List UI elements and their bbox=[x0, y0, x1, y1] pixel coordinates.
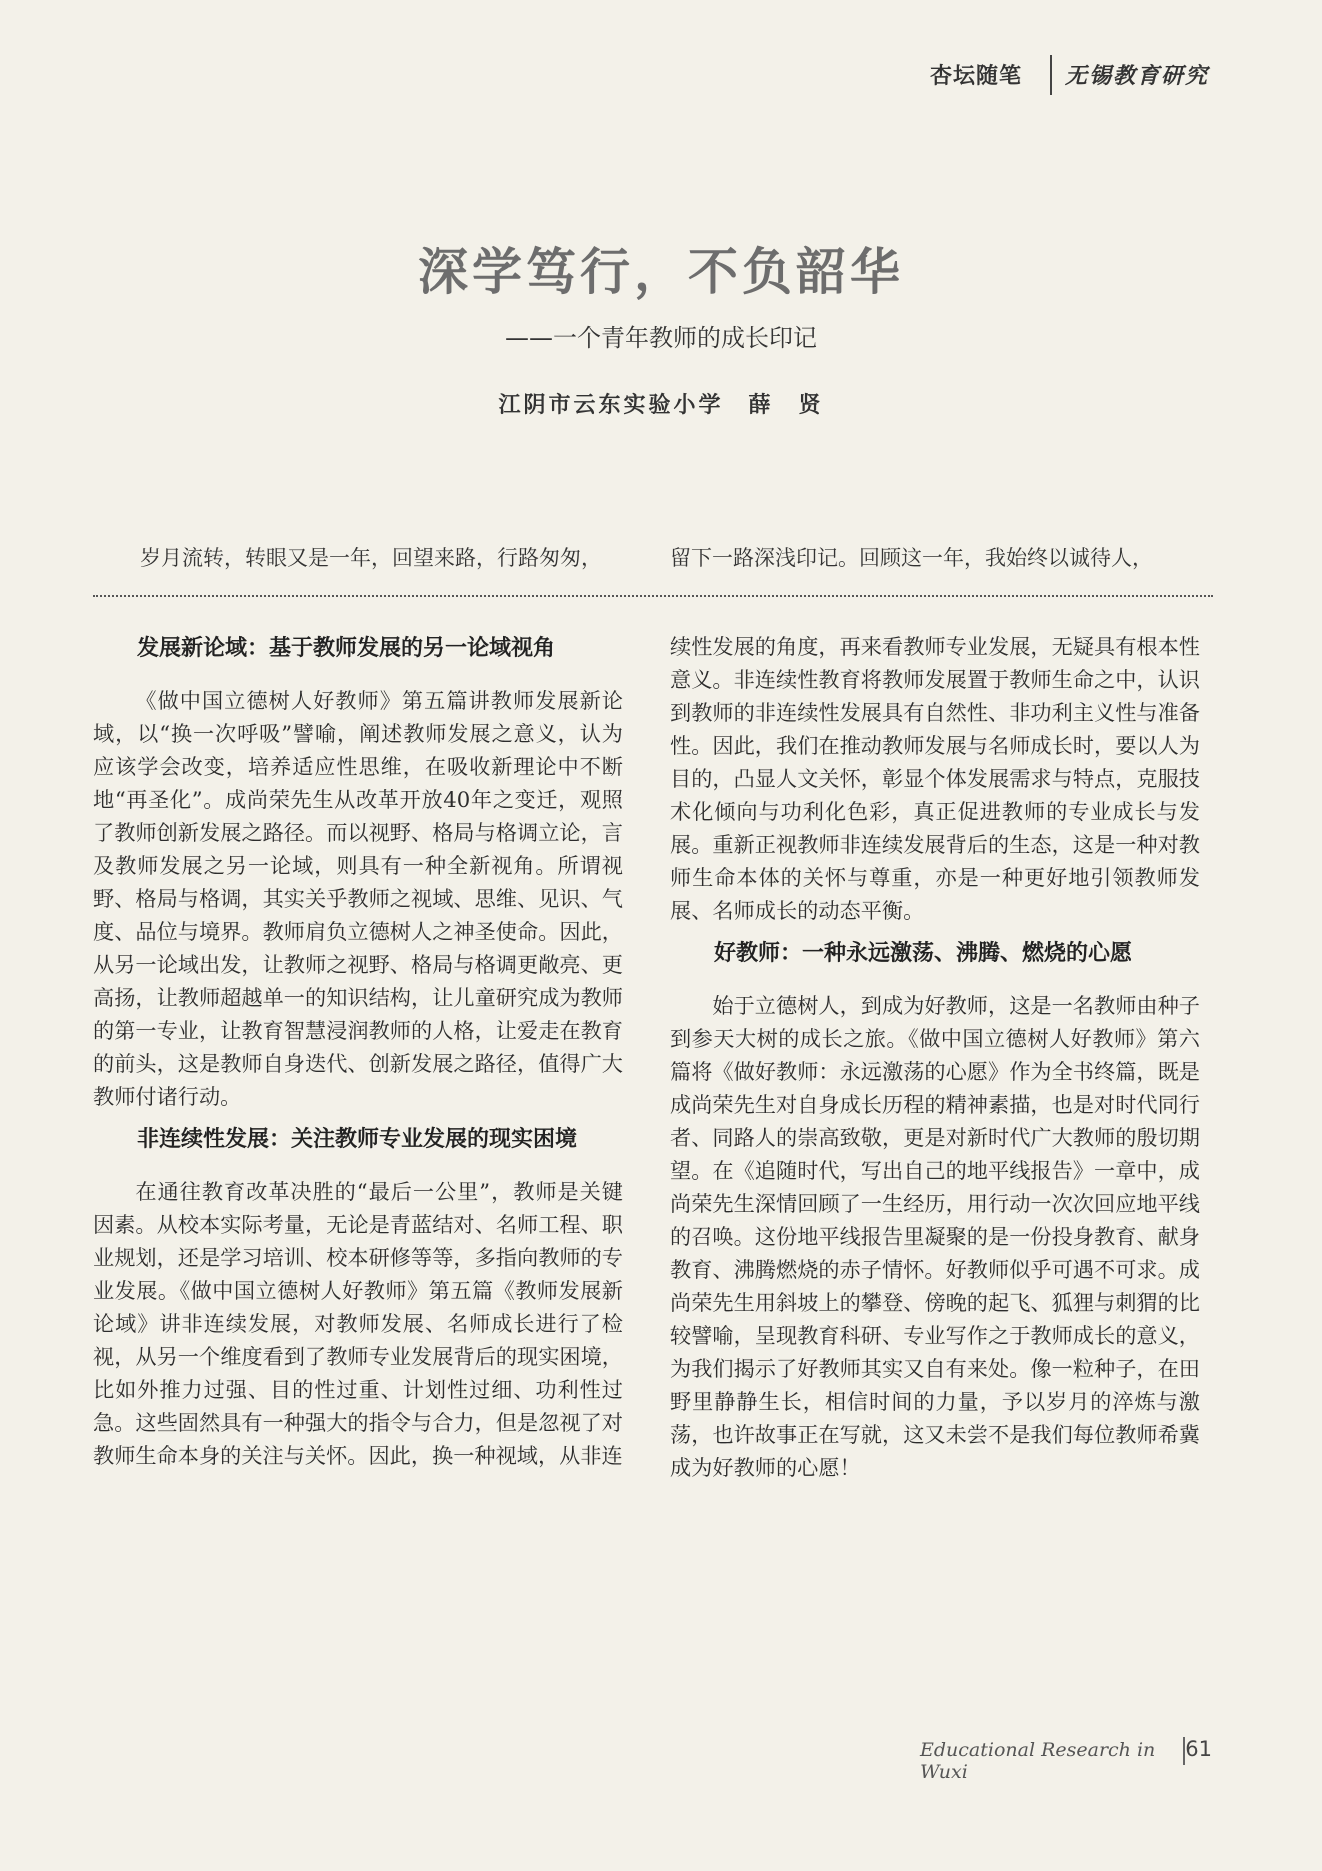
body-paragraph: 《做中国立德树人好教师》第五篇讲教师发展新论域，以“换一次呼吸”譬喻，阐述教师发展之意义，认为应该学会改变，培养适应性思维，在吸收新理论中不断地“再圣化”。成尚荣先生从改革开放40年之变迁，观照了教师创新发展之路径。而以视野、格局与格调立论，言及教师发展之另一论域，则具有一种全新视角。所谓视野、格局与格调，其实关乎教师之视域、思维、见识、气度、品位与境界。教师肩负立德树人之神圣使命。因此，从另一论域出发，让教师之视野、格局与格调更敞亮、更高扬，让教师超越单一的知识结构，让儿童研究成为教师的第一专业，让教育智慧浸润教师的人格，让爱走在教育的前头，这是教师自身迭代、创新发展之路径，值得广大教师付诸行动。 bbox=[93, 688, 623, 1109]
body-paragraph: 续性发展的角度，再来看教师专业发展，无疑具有根本性意义。非连续性教育将教师发展置于教师生命之中，认识到教师的非连续性发展具有自然性、非功利主义性与准备性。因此，我们在推动教师发展与名师成长时，要以人为目的，凸显人文关怀，彰显个体发展需求与特点，克服技术化倾向与功利化色彩，真正促进教师的专业成长与发展。重新正视教师非连续发展背后的生态，这是一种对教师生命本体的关怀与尊重，亦是一种更好地引领教师发展、名师成长的动态平衡。 bbox=[670, 634, 1200, 923]
body-paragraph: 在通往教育改革决胜的“最后一公里”，教师是关键因素。从校本实际考量，无论是青蓝结对、名师工程、职业规划，还是学习培训、校本研修等等，多指向教师的专业发展。《做中国立德树人好教师》第五篇《教师发展新论域》讲非连续发展，对教师发展、名师成长进行了检视，从另一个维度看到了教师专业发展背后的现实困境，比如外推力过强、目的性过重、计划性过细、功利性过急。这些固然具有一种强大的指令与合力，但是忽视了对教师生命本身的关注与关怀。因此，换一种视域，从非连 bbox=[93, 1179, 623, 1468]
section-label: 杏坛随笔 bbox=[930, 64, 1023, 89]
section-heading: 好教师：一种永远激荡、沸腾、燃烧的心愿 bbox=[714, 940, 1133, 966]
body-paragraph: 始于立德树人，到成为好教师，这是一名教师由种子到参天大树的成长之旅。《做中国立德树人好教师》第六篇将《做好教师：永远激荡的心愿》作为全书终篇，既是成尚荣先生对自身成长历程的精神素描，也是对时代同行者、同路人的崇高致敬，更是对新时代广大教师的殷切期望。在《追随时代，写出自己的地平线报告》一章中，成尚荣先生深情回顾了一生经历，用行动一次次回应地平线的召唤。这份地平线报告里凝聚的是一份投身教育、献身教育、沸腾燃烧的赤子情怀。好教师似乎可遇不可求。成尚荣先生用斜坡上的攀登、傍晚的起飞、狐狸与刺猬的比较譬喻，呈现教育科研、专业写作之于教师成长的意义，为我们揭示了好教师其实又自有来处。像一粒种子，在田野里静静生长，相信时间的力量，予以岁月的淬炼与激荡，也许故事正在写就，这又未尝不是我们每位教师希冀成为好教师的心愿！ bbox=[670, 993, 1200, 1480]
dotted-divider bbox=[93, 595, 1213, 597]
article-subtitle: ——一个青年教师的成长印记 bbox=[505, 324, 817, 352]
page-footer bbox=[920, 1733, 1220, 1783]
footer-journal-name: Educational Research in Wuxi bbox=[920, 1739, 1156, 1783]
journal-name: 无锡教育研究 bbox=[1065, 63, 1210, 89]
section-heading: 发展新论域：基于教师发展的另一论域视角 bbox=[137, 635, 556, 661]
article-title: 深学笃行，不负韶华 bbox=[418, 242, 904, 301]
header-divider bbox=[1050, 55, 1052, 95]
article-author: 江阴市云东实验小学 薛 贤 bbox=[498, 392, 824, 418]
abstract-right: 留下一路深浅印记。回顾这一年，我始终以诚待人， bbox=[670, 546, 1153, 570]
page-number: 61 bbox=[1185, 1737, 1212, 1761]
abstract-left: 岁月流转，转眼又是一年，回望来路，行路匆匆， bbox=[140, 546, 602, 570]
page-header bbox=[930, 55, 1230, 95]
section-heading: 非连续性发展：关注教师专业发展的现实困境 bbox=[137, 1126, 578, 1152]
right-column bbox=[670, 630, 1200, 1484]
left-column bbox=[93, 630, 623, 1472]
